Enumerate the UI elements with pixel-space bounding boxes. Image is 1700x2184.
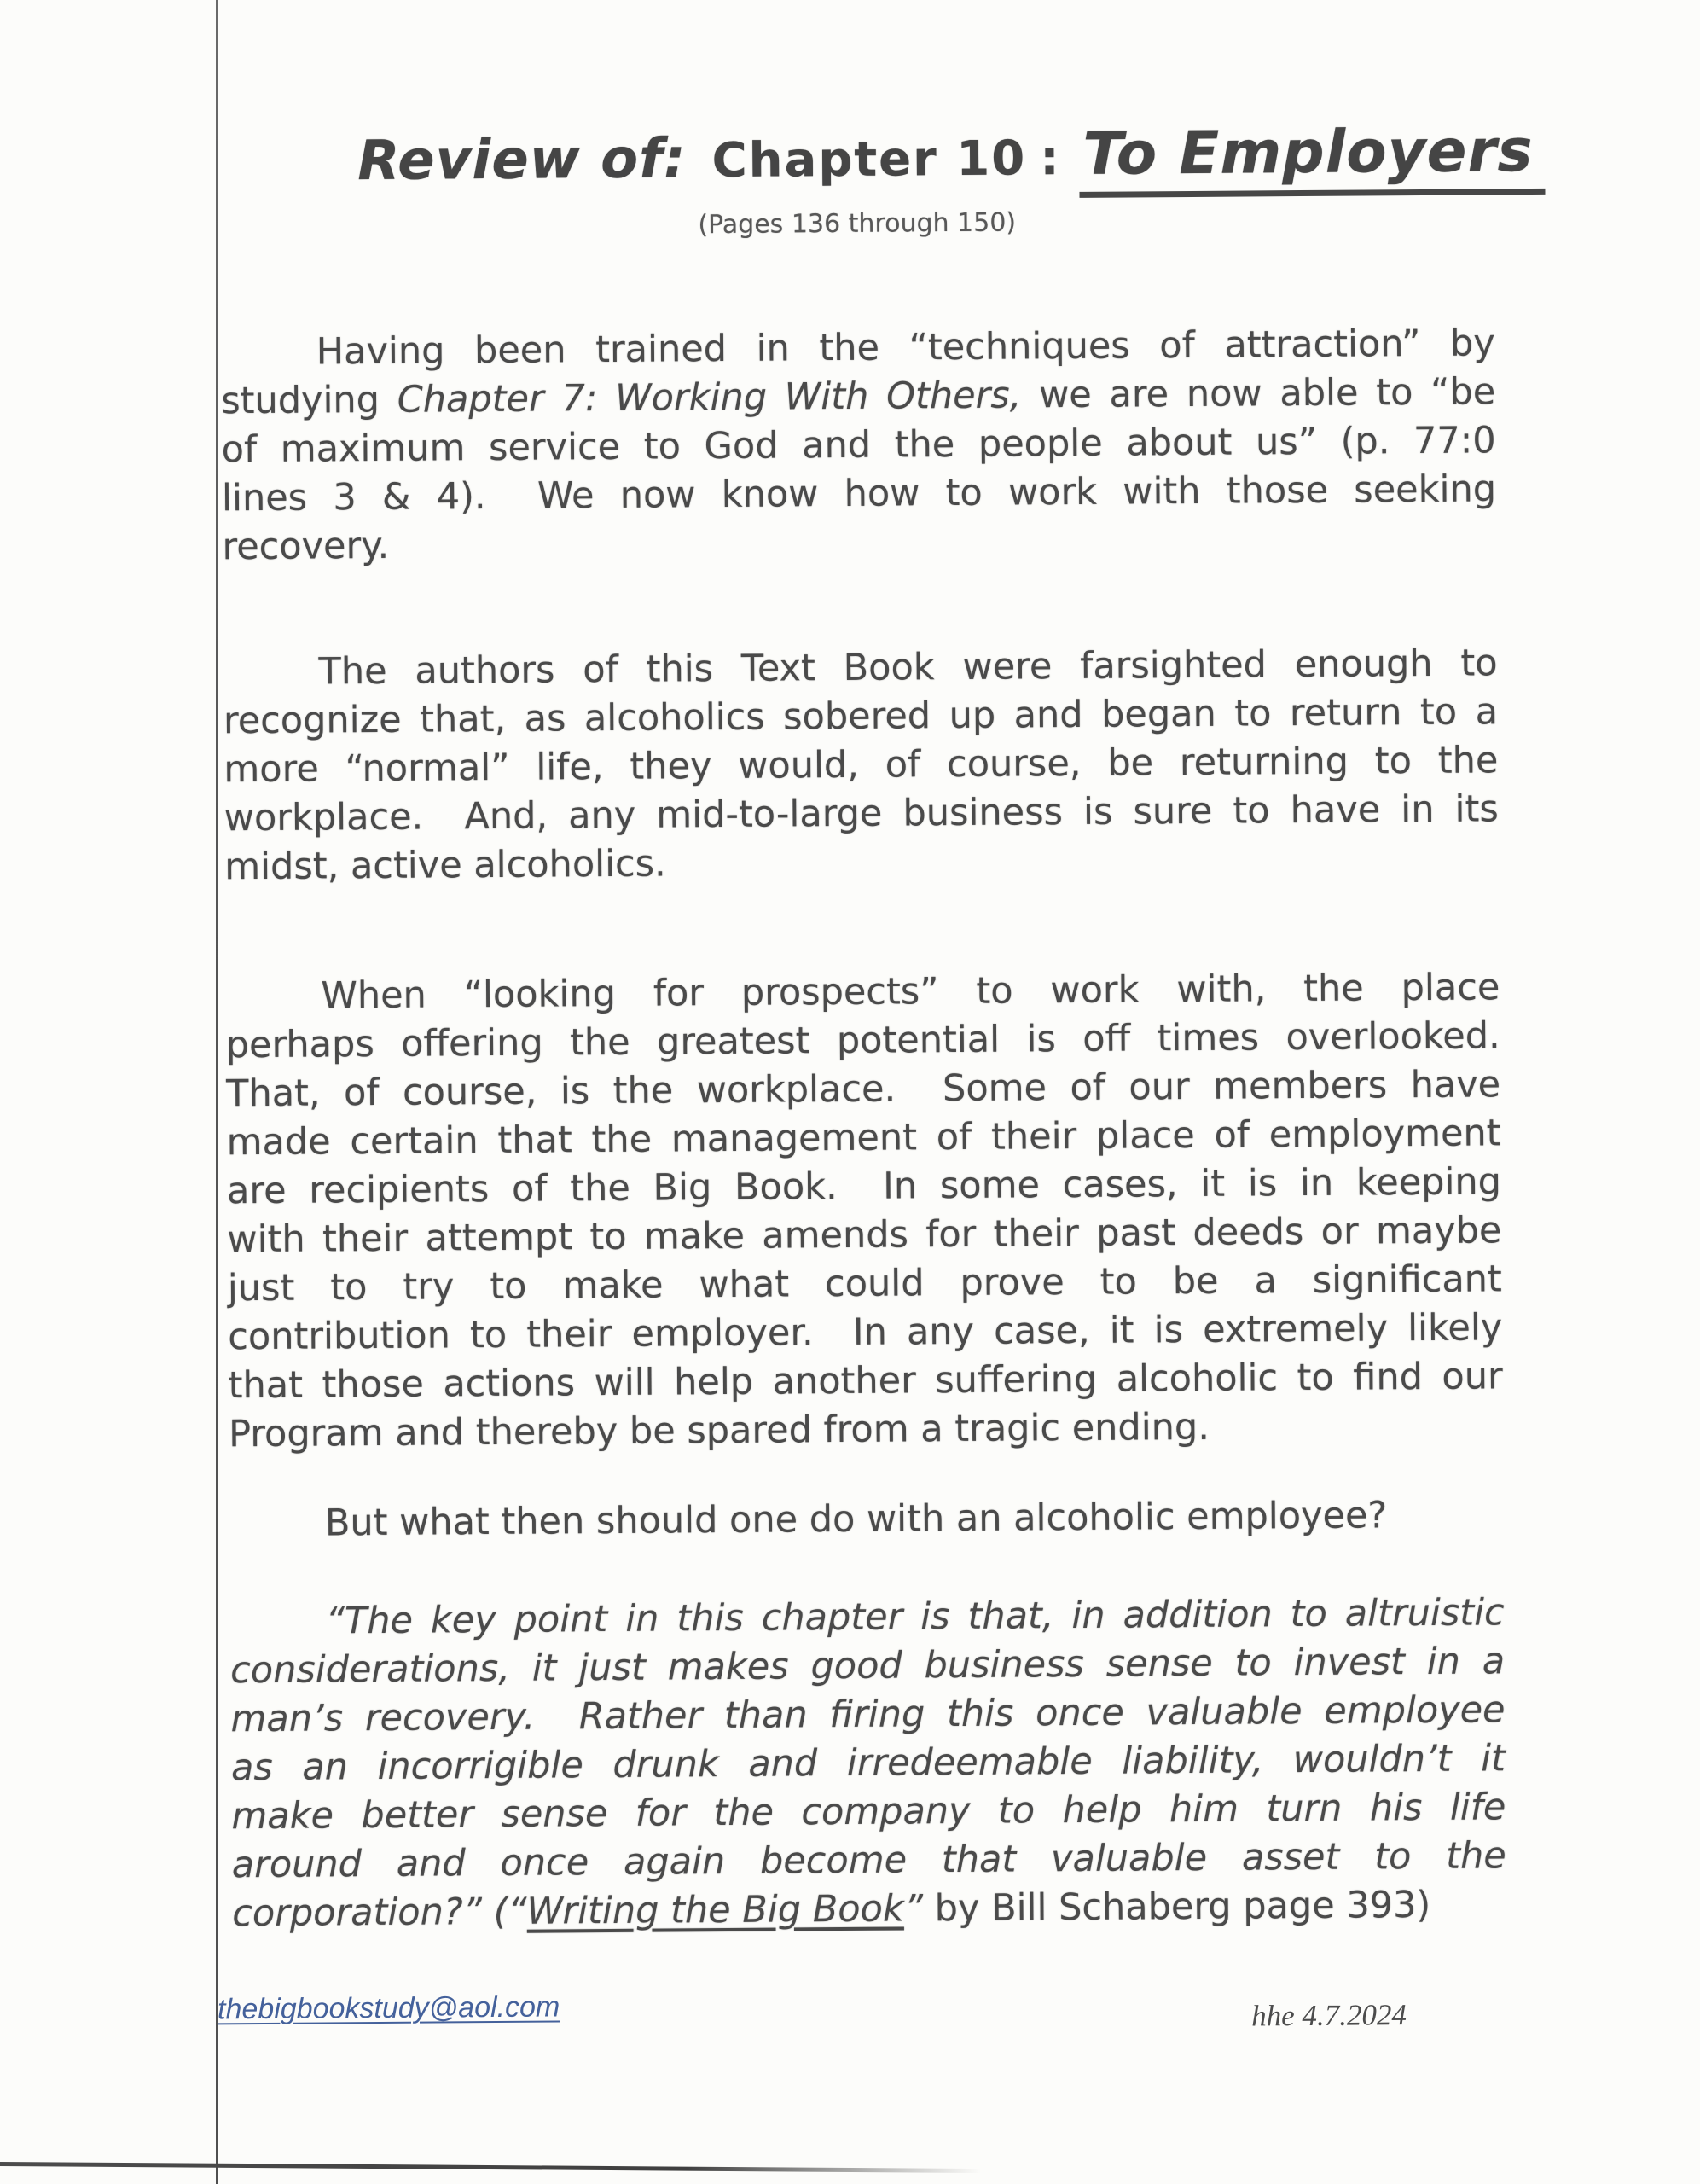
text-segment: Chapter 7: Working With Others,	[397, 374, 1022, 421]
text-segment: That, of course, is the workplace. Some of our members have	[226, 1063, 1501, 1116]
text-segment: considerations, it just makes good business sense to invest in a	[229, 1640, 1506, 1693]
text-segment: by Bill Schaberg page 393)	[922, 1883, 1431, 1931]
text-segment: But what then should one do with an alcoholic employee?	[324, 1494, 1388, 1545]
text-segment: studying	[221, 378, 397, 423]
paragraph	[225, 963, 1503, 1459]
text-segment: When “looking for prospects” to work with, the place	[321, 966, 1500, 1018]
text-segment: contribution to their employer. In any case, it is extremely likely	[228, 1306, 1503, 1359]
text-segment: man’s recovery. Rather than firing this once valuable employee	[230, 1688, 1506, 1741]
document-title	[357, 117, 1552, 203]
text-segment: just to try to make what could prove to be a significant	[227, 1258, 1503, 1310]
text-segment: we are now able to “be	[1021, 370, 1496, 417]
title-separator: :	[1039, 131, 1059, 187]
text-line	[224, 785, 1499, 843]
text-line	[229, 1352, 1503, 1410]
text-segment: recognize that, as alcoholics sobered up and began to return to a	[223, 690, 1499, 743]
text-segment: Program and thereby be spared from a tragic ending.	[228, 1405, 1210, 1456]
text-segment: perhaps offering the greatest potential is off times overlooked.	[225, 1014, 1500, 1067]
text-segment: recovery.	[222, 524, 390, 569]
text-segment: ”	[903, 1887, 924, 1931]
title-review-of-label: Review of:	[357, 127, 687, 194]
text-segment: as an incorrigible drunk and irredeemable liability, wouldn’t it	[230, 1737, 1506, 1790]
title-chapter-name: To Employers	[1079, 117, 1546, 198]
text-line	[229, 1401, 1503, 1459]
text-segment: “The key point in this chapter is that, in addition to altruistic	[325, 1591, 1505, 1643]
text-segment: more “normal” life, they would, of course, be returning to the	[223, 739, 1499, 792]
text-segment: that those actions will help another suffering alcoholic to find our	[228, 1355, 1503, 1408]
text-segment: Having been trained in the “techniques of attraction” by	[316, 322, 1495, 374]
paragraph	[229, 1490, 1504, 1548]
text-line	[222, 514, 1496, 572]
text-line	[222, 465, 1496, 523]
text-segment: are recipients of the Big Book. In some cases, it is in keeping	[226, 1160, 1502, 1213]
paragraph	[223, 639, 1499, 892]
text-line	[232, 1880, 1506, 1938]
text-segment: make better sense for the company to help him turn his life	[231, 1786, 1506, 1838]
page-range-subtitle: (Pages 136 through 150)	[698, 207, 1017, 241]
title-chapter-label: Chapter 10	[711, 131, 1027, 189]
text-segment: The authors of this Text Book were farsighted enough to	[318, 642, 1498, 694]
quote-paragraph	[230, 1589, 1507, 1938]
text-segment: midst, active alcoholics.	[224, 842, 666, 889]
text-line	[229, 1490, 1504, 1548]
text-segment: corporation?” (“	[232, 1890, 527, 1936]
text-line	[224, 834, 1499, 892]
date-note: hhe 4.7.2024	[1251, 1998, 1407, 2033]
text-segment: lines 3 & 4). We now know how to work with those seeking	[221, 468, 1497, 520]
text-segment: around and once again become that valuable asset to the	[231, 1834, 1506, 1887]
paragraph	[221, 319, 1497, 572]
email-link[interactable]: thebigbookstudy@aol.com	[217, 1990, 560, 2026]
text-segment: with their attempt to make amends for their past deeds or maybe	[227, 1209, 1502, 1262]
text-segment: workplace. And, any mid-to-large business is sure to have in its	[223, 787, 1499, 840]
text-segment: of maximum service to God and the people about us” (p. 77:0	[221, 419, 1496, 472]
text-segment: made certain that the management of their place of employment	[226, 1112, 1501, 1165]
document-body	[221, 319, 1507, 1938]
book-title-reference: Writing the Big Book	[526, 1887, 904, 1933]
